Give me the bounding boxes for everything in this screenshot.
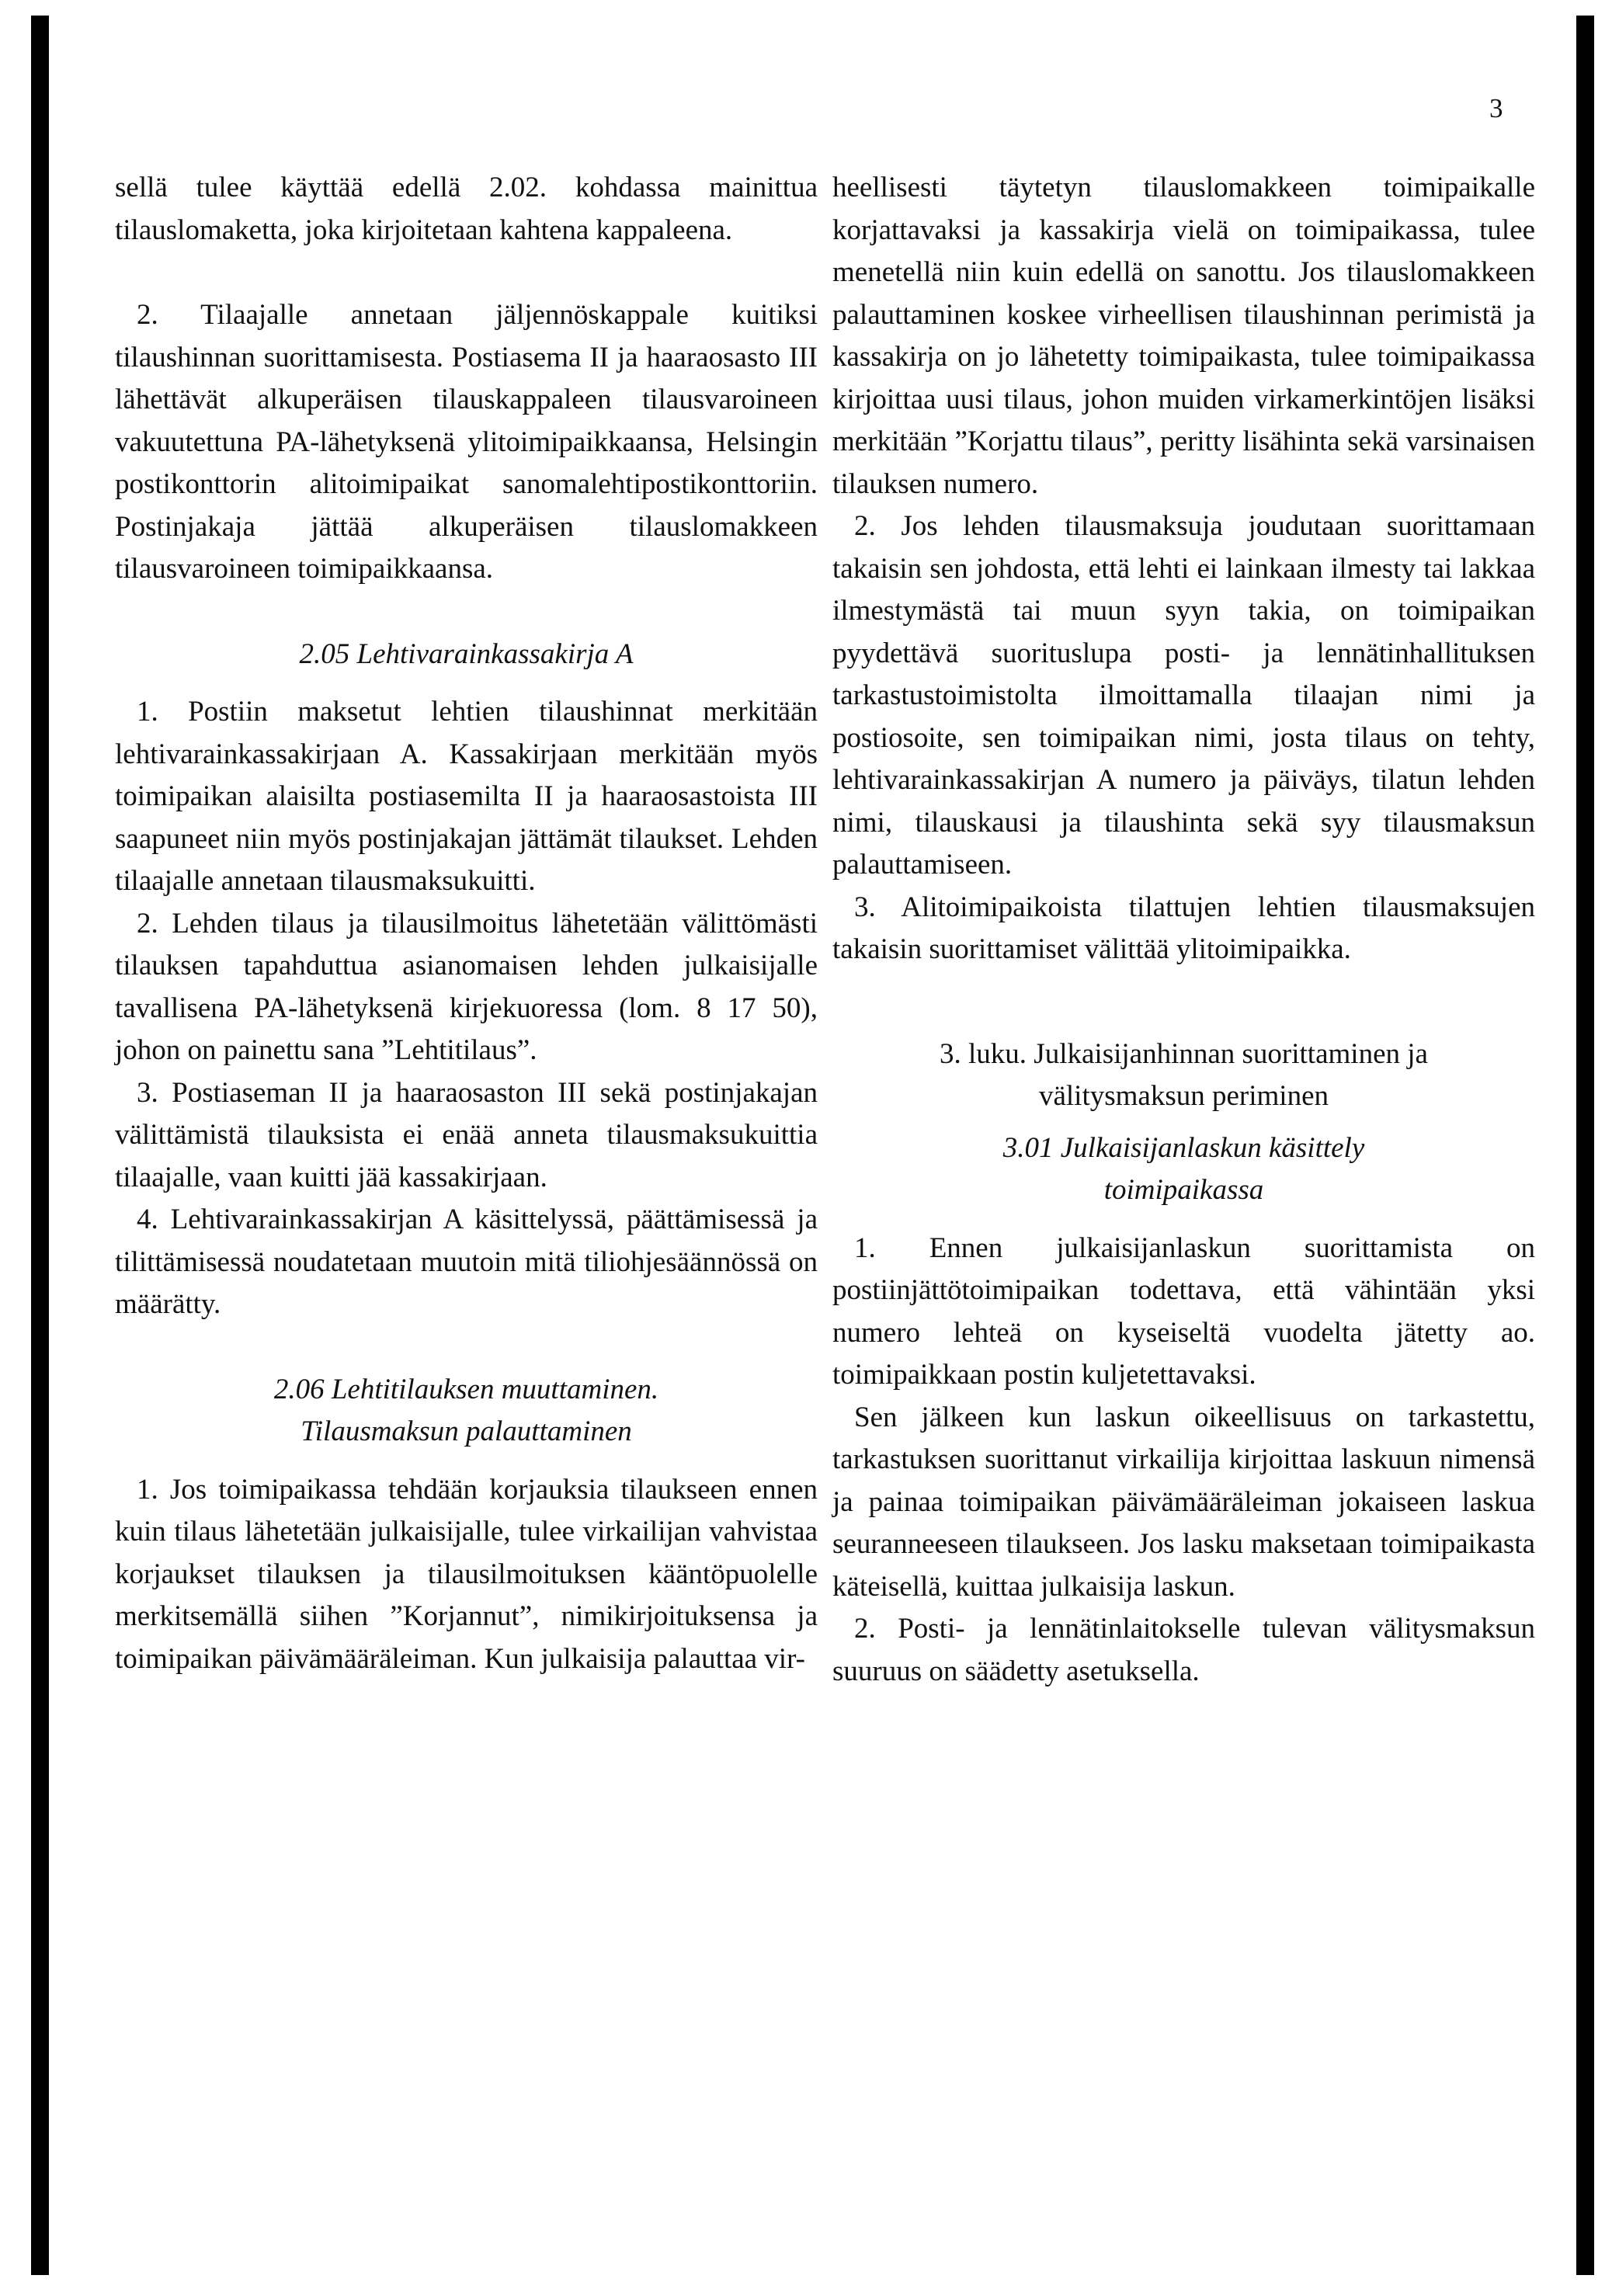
paragraph: heellisesti täytetyn tilauslomakkeen toimipaikalle korjattavaksi ja kassakirja vielä on toimipaikassa, tulee menetellä niin kuin edellä on sanottu. Jos tilauslomakkeen palauttaminen koskee virheellisen tilaushinnan perimistä ja kassakirja on jo lähetetty toimipaikasta, tulee toimipaikassa kirjoittaa uusi tilaus, johon muiden virkamerkintöjen lisäksi merkitään ”Korjattu tilaus”, peritty lisähinta sekä varsinaisen tilauksen numero. [832, 172, 1535, 500]
paragraph: 2. Jos lehden tilausmaksuja joudutaan suorittamaan takaisin sen johdosta, että lehti ei lainkaan ilmesty tai lakkaa ilmestymästä tai muun syyn takia, on toimipaikan pyydettävä suorituslupa posti- ja lennätinhallituksen tarkastustoimistolta ilmoittamalla tilaajan nimi ja postiosoite, sen toimipaikan nimi, josta tilaus on tehty, lehtivarainkassakirjan A numero ja päiväys, tilatun lehden nimi, tilauskausi ja tilaushinta sekä syy tilausmaksun palauttamiseen. [832, 510, 1535, 881]
paragraph: 1. Postiin maksetut lehtien tilaushinnat merkitään lehtivarainkassakirjaan A. Kassakirjaan merkitään myös toimipaikan alaisilta postiasemilta II ja haaraosastoista III saapuneet niin myös postinjakajan jättämät tilaukset. Lehden tilaajalle annetaan tilausmaksukuitti. [115, 696, 818, 897]
section-heading-3-01: 3.01 Julkaisijanlaskun käsittely [1002, 1131, 1365, 1164]
chapter-heading-sub: välitysmaksun periminen [1038, 1080, 1329, 1112]
paragraph: 2. Posti- ja lennätinlaitokselle tulevan välitysmaksun suuruus on säädetty asetuksella. [832, 1613, 1535, 1687]
section-heading-3-01-sub: toimipaikassa [1103, 1174, 1264, 1206]
paragraph: 2. Tilaajalle annetaan jäljennöskappale kuitiksi tilaushinnan suorittamisesta. Postiasema II ja haaraosasto III lähettävät alkuperäisen tilauskappaleen tilausvaroineen vakuutettuna PA-lähetyksenä ylitoimipaikkaansa, Helsingin postikonttorin alitoimipaikat sanomalehtipostikonttoriin. Postinjakaja jättää alkuperäisen tilauslomakkeen tilausvaroineen toimipaikkaansa. [115, 299, 818, 585]
chapter-heading: 3. luku. Julkaisijanhinnan suorittaminen ja [940, 1037, 1428, 1070]
paragraph: 1. Ennen julkaisijanlaskun suorittamista on postiinjättötoimipaikan todettava, että vähintään yksi numero lehteä on kyseiseltä vuodelta jätetty ao. toimipaikkaan postin kuljetettavaksi. [832, 1231, 1535, 1391]
section-heading-2-05: 2.05 Lehtivarainkassakirja A [299, 637, 634, 670]
scan-edge-right [1576, 16, 1594, 2275]
paragraph: Sen jälkeen kun laskun oikeellisuus on tarkastettu, tarkastuksen suorittanut virkailija kirjoittaa laskuun nimensä ja painaa toimipaikan päivämääräleiman jokaiseen laskua seuranneeseen tilaukseen. Jos lasku maksetaan toimipaikasta käteisellä, kuittaa julkaisija laskun. [832, 1401, 1535, 1603]
section-heading-2-06: 2.06 Lehtitilauksen muuttaminen. [273, 1373, 659, 1405]
paragraph: 2. Lehden tilaus ja tilausilmoitus lähetetään välittömästi tilauksen tapahduttua asianomaisen lehden julkaisijalle tavallisena PA-lähetyksenä kirjekuoressa (lom. 8 17 50), johon on painettu sana ”Lehtitilaus”. [115, 907, 818, 1066]
page-number: 3 [1489, 93, 1503, 123]
left-column [115, 167, 818, 1680]
paragraph: 4. Lehtivarainkassakirjan A käsittelyssä, päättämisessä ja tilittämisessä noudatetaan muutoin mitä tiliohjesäännössä on määrätty. [115, 1204, 818, 1320]
paragraph: 1. Jos toimipaikassa tehdään korjauksia tilaukseen ennen kuin tilaus lähetetään julkaisijalle, tulee virkailijan vahvistaa korjaukset tilauksen ja tilausilmoituksen kääntöpuolelle merkitsemällä siihen ”Korjannut”, nimikirjoituksensa ja toimipaikan päivämääräleiman. Kun julkaisija palauttaa vir- [115, 1473, 818, 1675]
right-column [832, 167, 1535, 1693]
paragraph: 3. Alitoimipaikoista tilattujen lehtien tilausmaksujen takaisin suorittamiset välittää ylitoimipaikka. [832, 891, 1535, 965]
scan-edge-left [31, 16, 49, 2275]
section-heading-2-06-sub: Tilausmaksun palauttaminen [301, 1415, 632, 1447]
paragraph: sellä tulee käyttää edellä 2.02. kohdassa mainittua tilauslomaketta, joka kirjoitetaan kahtena kappaleena. [115, 172, 818, 246]
paragraph: 3. Postiaseman II ja haaraosaston III sekä postinjakajan välittämistä tilauksista ei enää anneta tilausmaksukuittia tilaajalle, vaan kuitti jää kassakirjaan. [115, 1076, 818, 1193]
